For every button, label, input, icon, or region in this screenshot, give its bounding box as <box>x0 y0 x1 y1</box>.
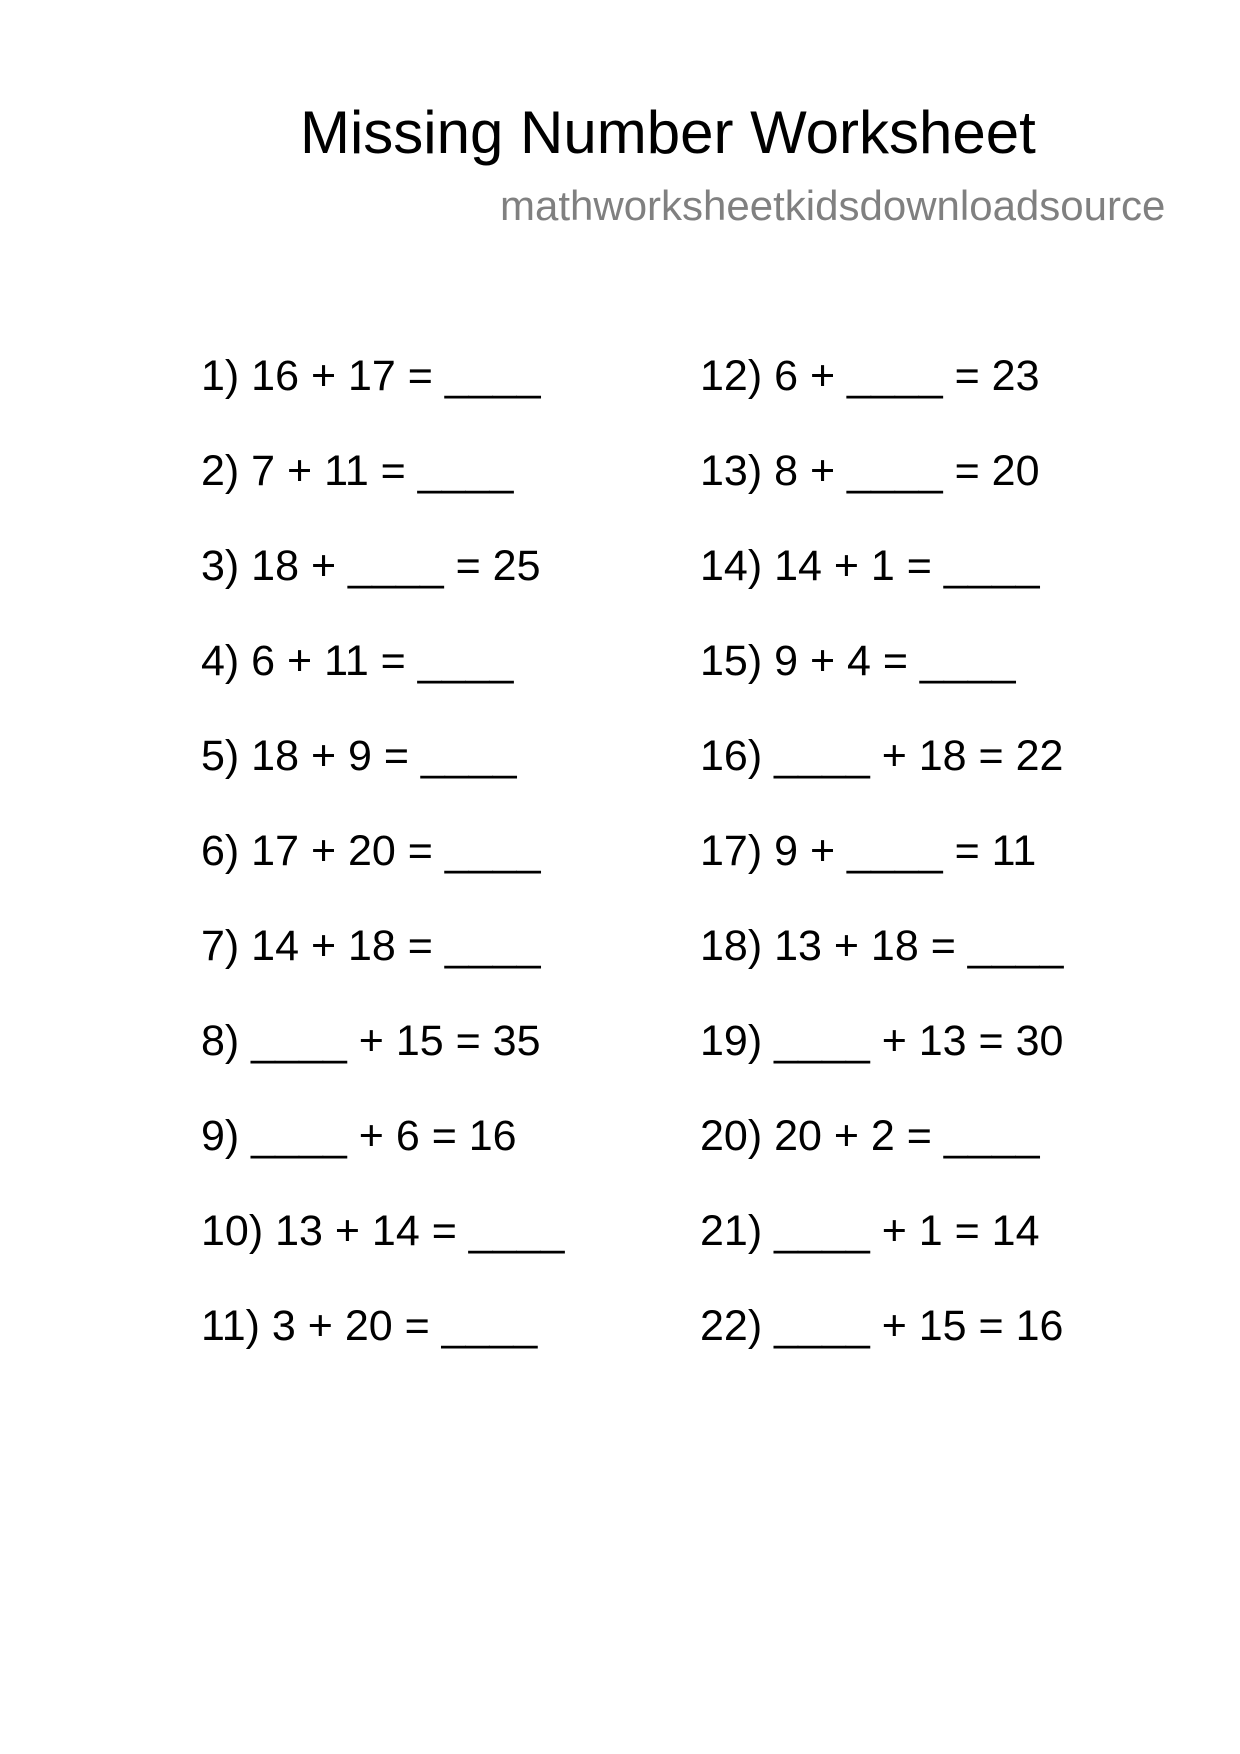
problem-item: 5) 18 + 9 = ____ <box>201 732 517 780</box>
problem-item: 6) 17 + 20 = ____ <box>201 827 541 875</box>
problem-item: 11) 3 + 20 = ____ <box>201 1302 538 1350</box>
problem-item: 17) 9 + ____ = 11 <box>700 827 1037 875</box>
problem-item: 18) 13 + 18 = ____ <box>700 922 1064 970</box>
problem-item: 20) 20 + 2 = ____ <box>700 1112 1040 1160</box>
problem-item: 1) 16 + 17 = ____ <box>201 352 541 400</box>
problem-item: 3) 18 + ____ = 25 <box>201 542 541 590</box>
problem-item: 21) ____ + 1 = 14 <box>700 1207 1040 1255</box>
problem-item: 8) ____ + 15 = 35 <box>201 1017 541 1065</box>
problems-right-column <box>700 350 1063 1395</box>
problem-item: 19) ____ + 13 = 30 <box>700 1017 1064 1065</box>
source-watermark: mathworksheetkidsdownloadsource <box>500 182 1166 229</box>
problem-item: 14) 14 + 1 = ____ <box>700 542 1040 590</box>
problem-item: 16) ____ + 18 = 22 <box>700 732 1064 780</box>
problems-left-column <box>201 350 564 1395</box>
problem-item: 12) 6 + ____ = 23 <box>700 352 1040 400</box>
problem-item: 9) ____ + 6 = 16 <box>201 1112 517 1160</box>
worksheet-title: Missing Number Worksheet <box>300 99 1036 166</box>
problem-item: 2) 7 + 11 = ____ <box>201 447 514 495</box>
problem-item: 22) ____ + 15 = 16 <box>700 1302 1064 1350</box>
problem-item: 7) 14 + 18 = ____ <box>201 922 541 970</box>
problem-item: 4) 6 + 11 = ____ <box>201 637 514 685</box>
problem-item: 13) 8 + ____ = 20 <box>700 447 1040 495</box>
problem-item: 10) 13 + 14 = ____ <box>201 1207 565 1255</box>
problem-item: 15) 9 + 4 = ____ <box>700 637 1016 685</box>
